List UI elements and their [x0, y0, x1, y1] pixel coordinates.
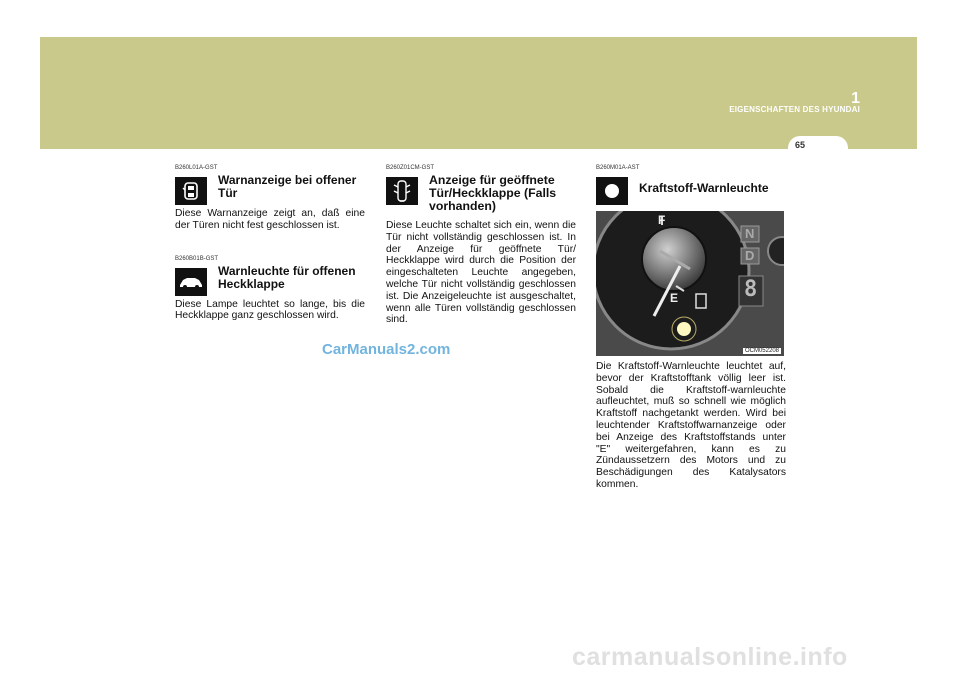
- section-text: Diese Lampe leuchtet so lange, bis die Heckklappe ganz geschlossen wird.: [175, 298, 365, 322]
- gauge-empty-mark: E: [670, 291, 679, 305]
- fuel-gauge-figure: [596, 211, 784, 356]
- section-trunk-warning: [175, 256, 365, 323]
- section-code: B260M01A-AST: [596, 165, 640, 171]
- watermark: CarManuals2.com: [322, 341, 451, 358]
- door-open-icon: [175, 177, 207, 205]
- section-title: Kraftstoff-Warnleuchte: [639, 181, 769, 195]
- chapter-title: EIGENSCHAFTEN DES HYUNDAI: [729, 105, 860, 114]
- display-d: D: [745, 248, 755, 263]
- column-middle: [386, 165, 576, 326]
- footer-site: carmanualsonline.info: [572, 643, 848, 671]
- page-number: 65: [794, 140, 805, 150]
- header-band: [40, 37, 917, 149]
- column-left: [175, 165, 365, 322]
- trunk-open-icon: [175, 268, 207, 296]
- section-code: B260Z01CM-GST: [386, 165, 435, 171]
- section-door-trunk-display: [386, 165, 576, 326]
- chapter-number: 1: [851, 90, 860, 107]
- car-doors-icon: [386, 177, 418, 205]
- display-n: N: [745, 226, 755, 241]
- figure-label: OCM052208: [744, 348, 779, 354]
- section-title: Warnleuchte für offenen Heckklappe: [218, 263, 356, 291]
- column-right: [596, 165, 786, 491]
- section-text: Diese Leuchte schaltet sich ein, wenn die Tür nicht vollständig geschlossen ist. In der Anzeige für geöffnete Tür/ Heckklappe wird durch die Position der eingeschalteten Leuchte angegeben, welche Tür nicht vollständig geschlossen ist. Die Anzeigeleuchte ist ausgeschaltet, wenn alle Türen vollständig geschlossen sind.: [386, 220, 576, 326]
- fuel-warning-icon: [596, 177, 628, 205]
- section-door-warning: [175, 165, 365, 232]
- section-fuel-warning: [596, 165, 786, 491]
- section-code: B260B01B-GST: [175, 255, 219, 262]
- section-code: B260L01A-GST: [175, 165, 218, 171]
- gauge-full-mark: F: [658, 213, 666, 227]
- section-title: Anzeige für geöffnete Tür/Heckklappe (Falls vorhanden): [429, 173, 557, 213]
- display-digit: 8: [744, 277, 758, 302]
- section-text: Diese Warnanzeige zeigt an, daß eine der Türen nicht fest geschlossen ist.: [175, 208, 365, 231]
- section-text: Die Kraftstoff-Warnleuchte leuchtet auf, bevor der Kraftstofftank völlig leer ist. Sobald die Kraftstoff-warnleuchte aufleuchtet, muß so schnell wie möglich Kraftstoff nachgetankt werden. Wird bei leuchtender Kraftstoffwarnanzeige oder bei Anzeige des Kraftstoffstands unter "E" weitergefahren, kann es zu Zündaussetzern des Motors und zu Beschädigungen des Katalysators kommen.: [596, 361, 786, 490]
- section-title: Warnanzeige bei offener Tür: [218, 173, 357, 200]
